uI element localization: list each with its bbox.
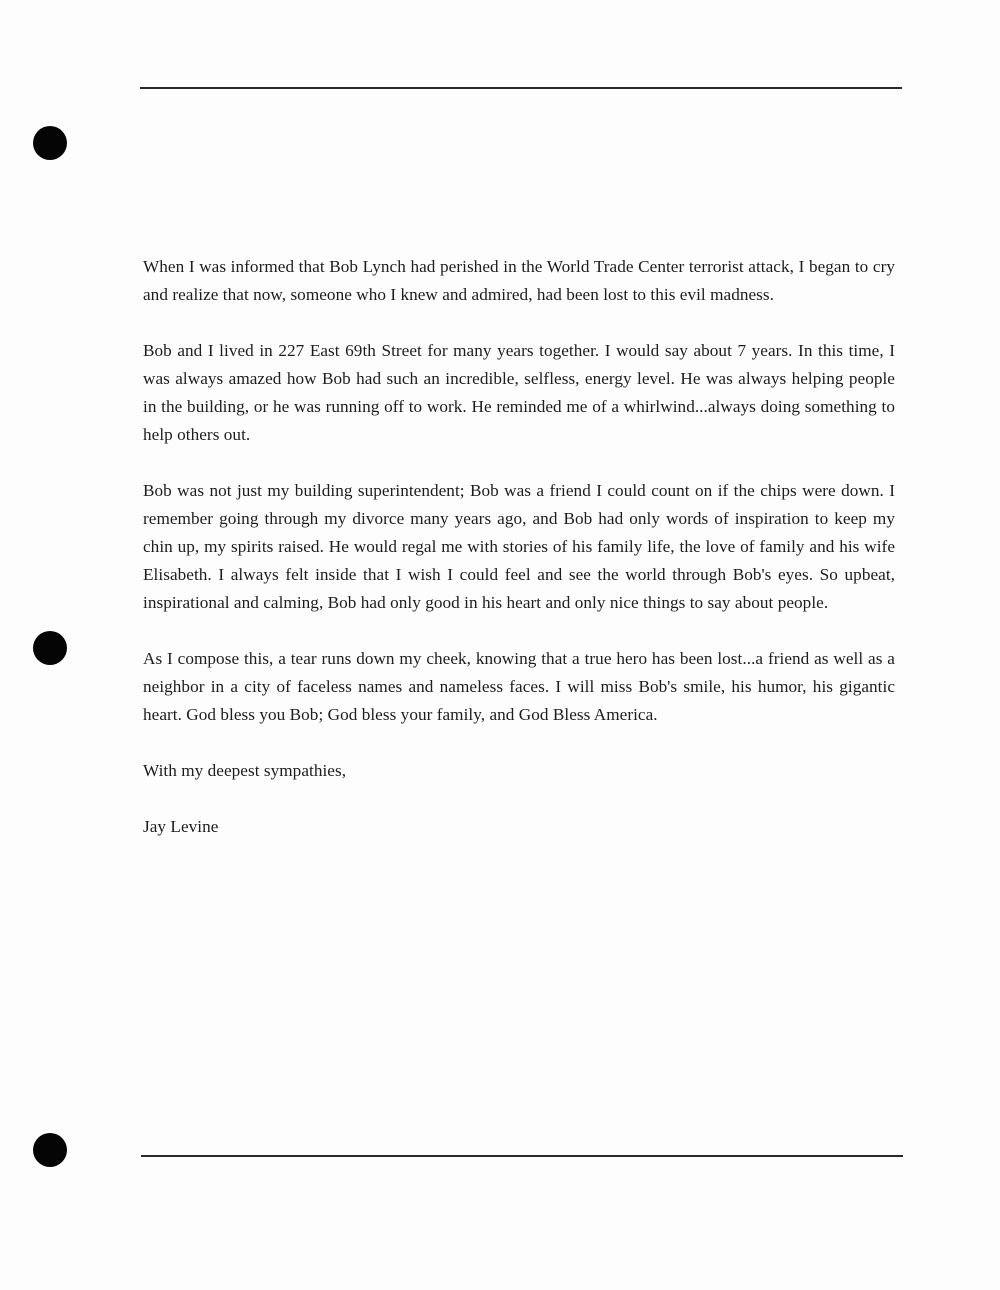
punch-hole-icon (33, 126, 67, 160)
top-rule-divider (140, 87, 902, 89)
letter-paragraph: When I was informed that Bob Lynch had perished in the World Trade Center terrorist attack, I began to cry and realize that now, someone who I knew and admired, had been lost to this evil madness. (143, 257, 895, 304)
letter-signature: Jay Levine (143, 817, 219, 836)
letter-paragraph: Bob and I lived in 227 East 69th Street for many years together. I would say about 7 years. In this time, I was always amazed how Bob had such an incredible, selfless, energy level. He was always helping people in the building, or he was running off to work. He reminded me of a whirlwind...always doing something to help others out. (143, 341, 895, 444)
bottom-rule-divider (141, 1155, 903, 1157)
punch-hole-icon (33, 1133, 67, 1167)
letter-body (143, 253, 895, 841)
letter-paragraph: Bob was not just my building superintendent; Bob was a friend I could count on if the chips were down. I remember going through my divorce many years ago, and Bob had only words of inspiration to keep my chin up, my spirits raised. He would regal me with stories of his family life, the love of family and his wife Elisabeth. I always felt inside that I wish I could feel and see the world through Bob's eyes. So upbeat, inspirational and calming, Bob had only good in his heart and only nice things to say about people. (143, 481, 895, 612)
punch-hole-icon (33, 631, 67, 665)
letter-closing: With my deepest sympathies, (143, 761, 347, 780)
letter-paragraph: As I compose this, a tear runs down my cheek, knowing that a true hero has been lost...a friend as well as a neighbor in a city of faceless names and nameless faces. I will miss Bob's smile, his humor, his gigantic heart. God bless you Bob; God bless your family, and God Bless America. (143, 649, 895, 724)
